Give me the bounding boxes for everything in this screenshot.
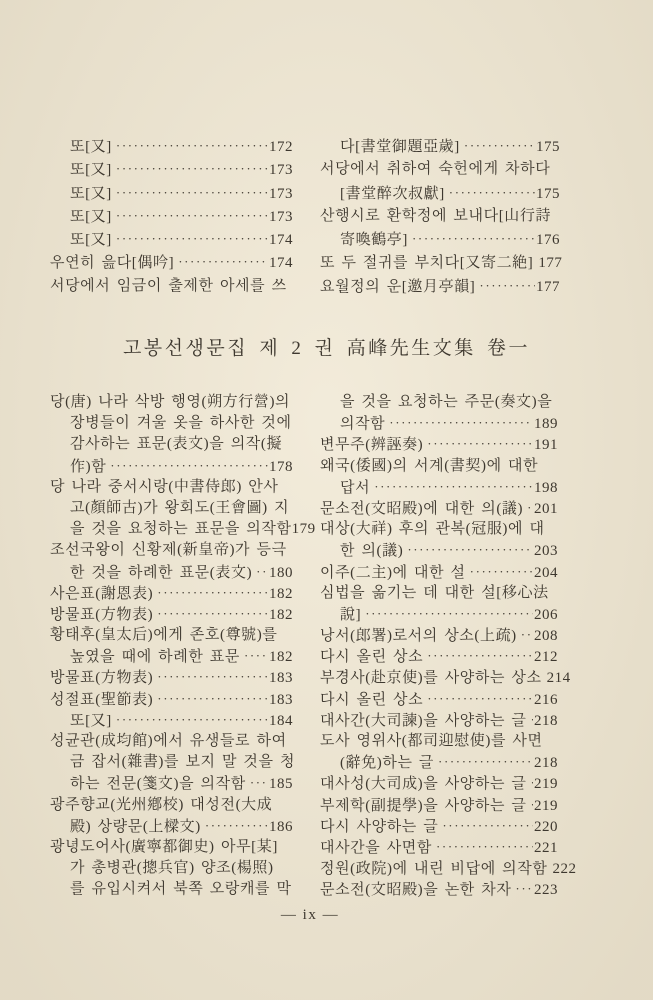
toc-entry: [50, 667, 293, 688]
toc-page-number: 172: [269, 139, 293, 155]
toc-page-number: 175: [536, 139, 560, 155]
dot-leader: [116, 158, 268, 181]
toc-entry-text: 또[又]: [70, 139, 112, 155]
toc-entry-text: 하는 전문(箋文)을 의작함: [70, 776, 246, 793]
toc-entry: [320, 562, 558, 583]
toc-entry-text: 다시 올린 상소: [320, 691, 424, 708]
toc-entry-text: 당 나라 중서시랑(中書侍郞) 안사: [50, 478, 279, 495]
toc-entry-text: 다시 올린 상소: [320, 649, 424, 666]
toc-entry: [50, 858, 293, 879]
toc-page-number: 198: [534, 479, 558, 496]
toc-entry: [50, 477, 293, 498]
toc-page-number: 175: [536, 185, 560, 202]
dot-leader: [365, 604, 533, 625]
dot-leader: [427, 689, 533, 710]
toc-entry-text: 광녕도어사(廣寧都御史) 아무[某]: [50, 838, 278, 855]
toc-entry: [50, 519, 316, 540]
dot-leader: [527, 498, 533, 519]
toc-page-number: 179: [291, 521, 316, 538]
toc-entry-text: 금 잡서(雜書)를 보지 말 것을 청: [70, 754, 296, 771]
toc-entry-text: 답서: [340, 479, 371, 496]
toc-entry: [50, 583, 293, 604]
toc-page-number: 212: [534, 649, 558, 666]
page-number-footer: — ix —: [280, 907, 340, 923]
dot-leader: [116, 228, 268, 251]
toc-entry-text: 대사간(大司諫)을 사양하는 글: [320, 712, 527, 729]
toc-entry: [320, 583, 558, 604]
toc-main-right-column: [320, 392, 577, 901]
toc-entry: [50, 456, 293, 477]
toc-entry-text: 황태후(皇太后)에게 존호(尊號)를: [50, 627, 278, 644]
toc-page-number: 222: [552, 861, 577, 878]
toc-entry-text: 산행시로 환학정에 보내다[山行詩: [320, 207, 552, 224]
toc-entry-text: 낭서(郎署)로서의 상소(上疏): [320, 628, 517, 645]
toc-entry: [320, 773, 558, 794]
toc-entry-text: [書堂醉次叔獻]: [340, 185, 445, 202]
toc-page-number: 221: [534, 839, 558, 856]
toc-page-number: 214: [546, 670, 571, 687]
toc-entry-text: 또[又]: [70, 208, 112, 225]
toc-entry-text: 방물표(方物表): [50, 606, 154, 623]
toc-entry: [320, 795, 558, 816]
toc-entry: [50, 135, 293, 158]
toc-entry-text: 作)함: [70, 458, 107, 475]
toc-page-number: 182: [269, 585, 293, 602]
toc-entry-text: 대사간을 사면함: [320, 839, 432, 856]
toc-page-number: 185: [269, 776, 293, 793]
dot-leader: [515, 879, 533, 900]
dot-leader: [116, 135, 268, 158]
toc-page-number: 177: [536, 278, 560, 295]
dot-leader: [178, 251, 268, 274]
toc-page-number: 218: [534, 755, 558, 772]
section-title: 고봉선생문집 제 2 권 高峰先生文集 卷一: [122, 338, 531, 359]
toc-entry: [50, 182, 293, 205]
toc-entry: [50, 228, 293, 251]
toc-entry-text: 의작함: [340, 416, 386, 433]
toc-entry: [320, 667, 571, 688]
toc-entry: [50, 646, 293, 667]
toc-entry: [50, 205, 293, 228]
toc-page-number: 178: [269, 458, 293, 475]
toc-entry: [50, 837, 293, 858]
toc-entry-text: 또[又]: [70, 185, 112, 202]
toc-entry: [320, 498, 558, 519]
dot-leader: [110, 456, 268, 477]
dot-leader: [116, 710, 268, 731]
toc-entry-text: 대사성(大司成)을 사양하는 글: [320, 776, 527, 793]
toc-page-number: 219: [534, 776, 558, 793]
dot-leader: [157, 689, 268, 710]
toc-entry-text: 殿) 상량문(上樑文): [70, 818, 201, 835]
toc-entry: [320, 228, 560, 251]
dot-leader: [436, 837, 533, 858]
dot-leader: [205, 816, 268, 837]
toc-entry-text: 장병들이 겨울 옷을 하사한 것에: [70, 415, 292, 432]
toc-entry: [320, 689, 558, 710]
dot-leader: [531, 795, 533, 816]
toc-entry-text: 당(唐) 나라 삭방 행영(朔方行營)의: [50, 394, 291, 410]
toc-entry-text: 또[又]: [70, 162, 112, 179]
dot-leader: [470, 562, 533, 583]
toc-entry: [50, 413, 293, 434]
dot-leader: [374, 477, 533, 498]
toc-entry: [320, 413, 558, 434]
toc-entry-text: 문소전(文昭殿)에 대한 의(議): [320, 500, 524, 517]
toc-entry: [320, 456, 558, 477]
toc-entry: [50, 816, 293, 837]
toc-entry: [320, 752, 558, 773]
toc-entry: [50, 752, 296, 773]
toc-entry-text: 광주향교(光州鄕校) 대성전(大成: [50, 796, 273, 813]
toc-page-number: 218: [534, 712, 558, 729]
toc-entry-text: 문소전(文昭殿)을 논한 차자: [320, 882, 512, 899]
dot-leader: [521, 625, 533, 646]
toc-entry: [320, 182, 560, 205]
toc-entry-text: 감사하는 표문(表文)을 의작(擬: [70, 436, 283, 453]
toc-entry: [320, 275, 560, 298]
toc-entry-text: 대상(大祥) 후의 관복(冠服)에 대: [320, 521, 545, 538]
dot-leader: [250, 773, 268, 794]
toc-page-number: 174: [269, 255, 293, 272]
toc-entry-text: 서당에서 임금이 출제한 아세를 쓰: [50, 277, 287, 294]
toc-entry-text: 다[書堂御題亞歲]: [340, 139, 460, 155]
toc-page-number: 173: [269, 162, 293, 179]
toc-top-left-column: [50, 135, 293, 298]
toc-entry-text: 한 것을 하례한 표문(表文): [70, 564, 253, 581]
toc-page-number: 223: [534, 882, 558, 899]
toc-entry: [50, 251, 293, 274]
toc-page-number: 203: [534, 543, 558, 560]
toc-entry: [50, 773, 293, 794]
toc-entry: [320, 879, 558, 900]
toc-page-number: 182: [269, 606, 293, 623]
toc-entry: [320, 392, 558, 413]
toc-entry-text: 또[又]: [70, 232, 112, 249]
toc-entry: [50, 710, 293, 731]
toc-page-number: 173: [269, 185, 293, 202]
toc-page-number: 186: [269, 818, 293, 835]
toc-entry-text: 또 두 절귀를 부치다[又寄二絶]: [320, 255, 534, 272]
dot-leader: [464, 135, 535, 158]
toc-entry-text: 성절표(聖節表): [50, 691, 154, 708]
toc-top-right-column: [320, 135, 563, 298]
toc-entry-text: 을 것을 요청하는 주문(奏文)을: [340, 394, 553, 410]
toc-entry-text: 부경사(赴京使)를 사양하는 상소: [320, 670, 542, 687]
toc-page-number: 180: [269, 564, 293, 581]
toc-entry: [50, 604, 293, 625]
toc-page-number: 191: [534, 437, 558, 454]
toc-entry-text: 정원(政院)에 내린 비답에 의작함: [320, 861, 548, 878]
toc-entry: [50, 795, 293, 816]
toc-entry-text: 또[又]: [70, 712, 112, 729]
toc-entry: [320, 251, 563, 274]
toc-page-number: 204: [534, 564, 558, 581]
toc-entry: [50, 689, 293, 710]
dot-leader: [531, 773, 533, 794]
dot-leader: [531, 710, 533, 731]
toc-entry-text: 높였을 때에 하례한 표문: [70, 649, 240, 666]
toc-entry-text: 조선국왕이 신황제(新皇帝)가 등극: [50, 542, 287, 559]
toc-page-number: 184: [269, 712, 293, 729]
toc-entry-text: 심법을 옮기는 데 대한 설[移心法: [320, 584, 549, 601]
dot-leader: [244, 646, 268, 667]
toc-entry: [50, 731, 293, 752]
toc-entry-text: 변무주(辨誣奏): [320, 437, 424, 454]
toc-entry-text: 서당에서 취하여 숙헌에게 차하다: [320, 161, 551, 178]
toc-page-number: 189: [534, 416, 558, 433]
toc-entry-text: 說]: [340, 606, 362, 623]
toc-entry-text: 왜국(倭國)의 서계(書契)에 대한: [320, 457, 539, 474]
toc-entry-text: 이주(二主)에 대한 설: [320, 564, 466, 581]
toc-page-number: 173: [269, 208, 293, 225]
dot-leader: [427, 646, 533, 667]
toc-entry-text: 사은표(謝恩表): [50, 585, 154, 602]
toc-entry: [320, 477, 558, 498]
dot-leader: [389, 413, 533, 434]
toc-entry: [320, 625, 558, 646]
toc-entry: [50, 434, 293, 455]
toc-entry: [320, 816, 558, 837]
toc-entry: [320, 604, 558, 625]
toc-entry: [320, 158, 560, 181]
toc-entry: [320, 731, 558, 752]
dot-leader: [157, 667, 268, 688]
toc-entry: [50, 562, 293, 583]
toc-entry-text: 부제학(副提學)을 사양하는 글: [320, 797, 527, 814]
toc-page-number: 182: [269, 649, 293, 666]
toc-entry-text: 성균관(成均館)에서 유생들로 하여: [50, 733, 287, 749]
toc-page-number: 174: [269, 232, 293, 249]
toc-entry-text: 를 유입시켜서 북쪽 오랑캐를 막: [70, 881, 292, 898]
toc-entry-text: 寄喚鶴亭]: [340, 232, 408, 249]
dot-leader: [116, 182, 268, 205]
dot-leader: [438, 752, 533, 773]
toc-entry-text: 을 것을 요청하는 표문을 의작함: [70, 521, 292, 538]
dot-leader: [427, 434, 533, 455]
toc-page-number: 219: [534, 797, 558, 814]
dot-leader: [412, 228, 535, 251]
toc-page-number: 208: [534, 628, 558, 645]
toc-entry-text: (辭免)하는 글: [340, 755, 435, 772]
toc-entry-text: 가 총병관(摠兵官) 양조(楊照): [70, 860, 274, 877]
toc-entry: [320, 837, 558, 858]
toc-entry: [320, 858, 577, 879]
toc-entry: [50, 879, 293, 900]
toc-page-number: 201: [534, 500, 558, 517]
toc-entry: [50, 498, 293, 519]
toc-entry: [320, 205, 560, 228]
dot-leader: [442, 816, 533, 837]
toc-page-number: 220: [534, 818, 558, 835]
dot-leader: [449, 182, 535, 205]
toc-main-left-column: [50, 392, 316, 901]
toc-entry: [320, 135, 560, 158]
toc-entry-text: 도사 영위사(都司迎慰使)를 사면: [320, 733, 543, 749]
toc-entry-text: 다시 사양하는 글: [320, 818, 439, 835]
toc-entry-text: 방물표(方物表): [50, 670, 154, 687]
toc-entry-text: 한 의(議): [340, 543, 404, 560]
toc-entry: [320, 519, 558, 540]
toc-page-number: 216: [534, 691, 558, 708]
toc-page-number: 206: [534, 606, 558, 623]
dot-leader: [157, 583, 268, 604]
dot-leader: [256, 562, 268, 583]
toc-entry: [320, 710, 558, 731]
toc-entry: [320, 434, 558, 455]
dot-leader: [157, 604, 268, 625]
dot-leader: [479, 275, 535, 298]
toc-page-number: 183: [269, 670, 293, 687]
toc-page-number: 176: [536, 232, 560, 249]
toc-entry: [50, 158, 293, 181]
toc-page-number: 177: [538, 255, 563, 272]
dot-leader: [407, 540, 533, 561]
dot-leader: [116, 205, 268, 228]
toc-entry: [50, 625, 293, 646]
toc-entry-text: 우연히 읊다[偶吟]: [50, 255, 175, 272]
toc-entry-text: 고(顏師古)가 왕회도(王會圖) 지: [70, 499, 290, 516]
toc-entry: [50, 392, 293, 413]
toc-entry: [320, 540, 558, 561]
toc-entry: [320, 646, 558, 667]
toc-entry: [50, 540, 293, 561]
toc-page-number: 183: [269, 691, 293, 708]
toc-entry: [50, 275, 293, 298]
toc-entry-text: 요월정의 운[邀月亭韻]: [320, 278, 476, 295]
